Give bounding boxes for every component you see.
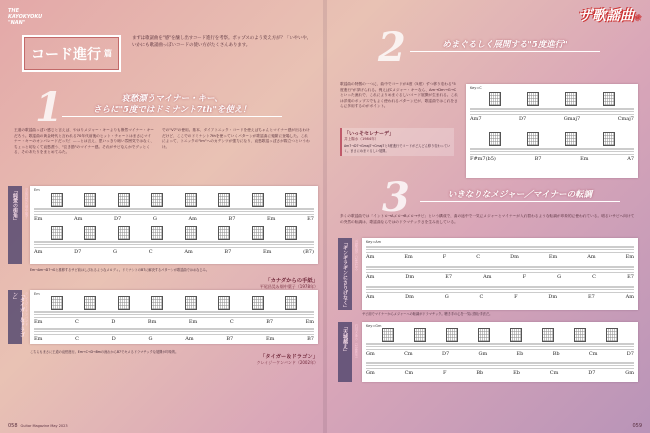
chord-diagram [574,328,586,342]
song1-chords-row2 [34,249,314,255]
section2-staff2 [470,148,634,155]
chord-symbol: G [152,216,157,222]
chord-symbol: B7 [266,319,274,325]
chord-symbol: Am [587,254,596,260]
left-page-number: 058 [8,423,18,429]
s3-song2-artist-vertical: 石川さゆり（1986年） [354,324,358,360]
section2-body: 歌謡曲の特徴の一つに、曲中でコードが4度（5度）ずつ移り変わる"5度進行"が挙げられる。例えばCメジャー・キーなら、Am→Dm→G→Cといった流れで、これによりめまぐるしいコード展開が生まれる。これは洋楽のポップスでもよく使われるパターンだが、歌謡曲ではこれをさらに多用するのがポイント。 [340,82,458,109]
chord-symbol: D7 [74,249,82,255]
chord-symbol: Em [548,254,558,260]
section2-song-title: 「いっそセレナーデ」 [344,131,395,137]
chord-diagram [118,296,130,310]
chord-symbol: Em [267,216,276,222]
chord-diagram [151,296,163,310]
song2-staff2 [34,328,314,335]
song1-artist-vertical: 平尾昌晃＆畑中葉子 [24,188,28,219]
s3-song1-banner [338,238,352,310]
song1-diagram-row1 [40,193,308,207]
chord-symbol: Em [265,336,275,342]
section2-diagram-row1 [476,92,628,106]
song1-key: Em [34,188,40,192]
chord-symbol: Gm [625,370,634,376]
chord-symbol: Cm [549,370,559,376]
page-gutter [323,0,327,433]
song1-banner [8,186,22,264]
song1-credit-title: 「カナダからの手紙」 [265,278,318,284]
chord-symbol: Em [34,216,43,222]
left-issue: Guitar Magazine May 2023 [20,424,68,428]
s3-song2-chords-row1 [366,351,634,357]
chord-symbol: D7 [441,351,450,357]
song2-chord-chart [30,290,318,344]
song1-diagram-row2 [40,226,308,240]
song1-staff1 [34,208,314,215]
s3-song2-staff1 [366,343,634,350]
chord-diagram [185,296,197,310]
chord-diagram [489,132,501,146]
series-logo: THE KAYOKYOKU "NAN" [8,8,43,26]
chord-symbol: E7 [307,216,314,222]
chord-diagram [84,296,96,310]
song2-title-vertical: 「タイガー＆ドラゴン」 [12,292,25,337]
section1-heading [62,94,282,117]
chord-symbol: G [148,336,153,342]
chord-symbol: E7 [627,274,634,280]
s3-song1-chord-chart [362,238,638,310]
chord-diagram [489,92,501,106]
chord-diagram [84,193,96,207]
chord-symbol: G [557,274,562,280]
chord-diagram [285,296,297,310]
chord-diagram [218,226,230,240]
song1-title-vertical: 「純愛の街角」 [12,188,18,223]
s3-song2-title-vertical: 「天城越え」 [342,324,348,354]
chord-diagram [606,328,618,342]
song2-chords-row1 [34,319,314,325]
section1-body-left: 王道の歌謡曲っぽい感じと言えば、やはりメジャー・キーよりも断然マイナー・キーだろう。歌謡曲の黄金時代と言われる70年代前後のヒット・チャートはまさにマイナー・キーのオンパレードだった！……とは言え、思いっきり暗い雰囲気ではなく、ちょっと切なくて哀愁漂う、"泣き節"のマイナー感。それがサビなんかでグッとくる、そのあたりをまとめてみた。 [14,128,155,155]
chord-symbol: Dm [405,294,414,300]
chord-symbol: A7 [627,156,634,162]
chord-symbol: Am [34,249,43,255]
chord-symbol: C [479,294,484,300]
chord-symbol: (B7) [303,249,314,255]
song1-chords-row1 [34,216,314,222]
chord-diagram [252,193,264,207]
chord-diagram [51,296,63,310]
chord-symbol: Em [580,156,589,162]
s3-song2-staff2 [366,362,634,369]
s3-song2-chord-chart [362,322,638,382]
left-folio [8,423,68,429]
chord-symbol: Em [305,319,314,325]
section1-heading-line2: さらに"5度ではドミナント7th"を使え！ [62,105,282,117]
chord-symbol: Am [366,254,375,260]
chord-symbol: Eb [513,370,520,376]
chord-symbol: C [148,249,153,255]
song1-caption: Em→Am→D7→Gと推移するサビ前はしびれるようなメロディ。ドミナントのB7に解決するパターンが歌謡曲ではおなじみ。 [30,268,210,272]
chord-symbol: F [522,274,527,280]
s3-song1-staff3 [366,286,634,293]
s3-caption: サビ前でマイナーからメジャーへの転調がドラマチック。聴き手の心を一気に掴む手法だ。 [362,312,493,316]
chord-symbol: Em [34,336,43,342]
section2-number: 2 [378,24,406,71]
chord-symbol: Gm [366,351,375,357]
section1-body-right: での"V7"の使用。基本、ダイアトニック・コードを使えばちゃんとマイナー感が出るわけだけど、ここでのドミナント7thを使っていくパターンが歌謡曲に頻繁に登場した。これによって、トニックの"Im"へのカデンツが強力になり、哀愁歌謡っぽさが際立つというわけ。 [162,128,310,149]
chord-symbol: Dm [548,294,558,300]
chord-symbol: Am [185,336,194,342]
chord-diagram [603,132,615,146]
chord-symbol: Bb [552,351,560,357]
s3-song1-chords-row2 [366,274,634,280]
chord-symbol: C [74,319,79,325]
song2-credit-title: 「タイガー＆ドラゴン」 [259,354,318,360]
chord-symbol: G [113,249,118,255]
song2-diagram-row [40,296,308,310]
section2-chords-row2 [470,156,634,162]
s3-song1-key: Key=Am [366,240,382,244]
chord-diagram [118,226,130,240]
chord-symbol: Cm [404,370,414,376]
chord-symbol: Bm [147,319,157,325]
chord-symbol: C [592,274,596,280]
song1-staff2 [34,241,314,248]
chord-symbol: Am [188,216,197,222]
brand-logo [578,5,640,25]
chord-symbol: Em [34,319,43,325]
chord-symbol: Dm [405,274,415,280]
chord-diagram [565,132,577,146]
chord-symbol: Bb [476,370,484,376]
s3-song1-chords-row3 [366,294,634,300]
section2-diagram-row2 [476,132,628,146]
section1-number: 1 [35,84,63,131]
s3-song1-chords-row1 [366,254,634,260]
chord-diagram [185,193,197,207]
chord-symbol: E7 [445,274,453,280]
chord-symbol: B7 [224,249,232,255]
song2-artist-vertical: クレイジーケンバンド [24,292,28,326]
chord-symbol: E7 [587,294,595,300]
chord-diagram [252,296,264,310]
s3-song1-artist-vertical: 近藤真彦（1981年） [354,240,358,273]
chord-diagram [527,92,539,106]
chord-symbol: F#m7(b5) [470,156,496,162]
title-main: コード進行 [31,46,101,63]
article-title [22,35,121,72]
song2-staff1 [34,311,314,318]
chord-diagram [185,226,197,240]
chord-symbol: Am [366,274,375,280]
s3-song1-staff2 [366,266,634,273]
chord-diagram [252,226,264,240]
song2-credit-artist: クレイジーケンバンド（2002年） [256,360,318,365]
s3-song2-chords-row2 [366,370,634,376]
section2-staff1 [470,108,634,115]
s3-song1-staff1 [366,246,634,253]
section2-key: Key=C [470,86,482,90]
chord-diagram [51,193,63,207]
chord-symbol: D7 [588,370,596,376]
chord-symbol: D [111,336,116,342]
right-folio: 059 [632,423,642,429]
chord-symbol: Am7 [470,116,482,122]
chord-symbol: D [111,319,116,325]
brand-suffix: ポ [633,15,640,22]
chord-symbol: Em [263,249,272,255]
chord-symbol: D7 [519,116,527,122]
chord-symbol: Em [188,319,198,325]
song2-chords-row2 [34,336,314,342]
song2-credit [210,352,318,366]
section2-chords-row1 [470,116,634,122]
song2-banner [8,290,25,344]
section1-heading-line1: 哀愁漂うマイナー・キー、 [121,94,223,104]
section2-chord-chart [466,84,638,178]
chord-symbol: Em [404,254,413,260]
chord-symbol: Gm [366,370,375,376]
chord-symbol: Am [366,294,375,300]
chord-diagram [603,92,615,106]
song2-key: Em [34,292,40,296]
chord-symbol: B7 [228,216,236,222]
chord-symbol: Am [625,294,634,300]
song1-chord-chart [30,186,318,264]
song2-caption: こちらもまさに王道の哀愁進行。Em→C→D→Bmの流れからB7でキメるドラマチックな展開が印象的。 [30,350,179,354]
chord-symbol: Am [483,274,492,280]
intro-text: まずは歌謡曲を"感"を醸し出すコード進行を考察。ポップスのよう変え方が？「いやいや、いかにも歌謡曲っぽいコードの使い方がたくさんあります。 [132,36,312,48]
chord-diagram [542,328,554,342]
chord-diagram [478,328,490,342]
s3-song2-key: Key=Gm [366,324,382,328]
chord-symbol: Am [184,249,193,255]
title-sub: 篇 [104,48,112,58]
chord-diagram [285,226,297,240]
chord-symbol: Dm [510,254,519,260]
chord-diagram [285,193,297,207]
section2-song-artist: 井上陽水（1984年） [344,137,379,141]
chord-symbol: C [75,336,79,342]
chord-diagram [218,193,230,207]
chord-symbol: Cm [588,351,598,357]
chord-symbol: B7 [307,336,314,342]
chord-symbol: B7 [534,156,542,162]
chord-diagram [382,328,394,342]
chord-diagram [414,328,426,342]
chord-symbol: C [229,319,234,325]
section2-song-box [340,128,454,156]
chord-symbol: Cmaj7 [617,116,634,122]
chord-symbol: F [443,370,447,376]
chord-symbol: F [514,294,518,300]
chord-diagram [151,193,163,207]
chord-symbol: Em [625,254,634,260]
chord-symbol: D7 [114,216,122,222]
chord-symbol: D7 [626,351,634,357]
chord-symbol: Am [74,216,83,222]
chord-symbol: Gmaj7 [563,116,581,122]
song1-credit-artist: 平尾昌晃＆畑中葉子（1978年） [259,284,318,289]
section2-caption: Am7→D7→Gmaj7→Cmaj7と5度進行でコードがどんどん移り変わっていく。まさにめまぐるしい展開。 [344,144,451,153]
chord-diagram [218,296,230,310]
chord-diagram [446,328,458,342]
chord-symbol: F [442,254,447,260]
s3-song1-title-vertical: 「ギンギラギンにさりげなく」 [342,240,348,310]
chord-symbol: Gm [478,351,488,357]
chord-diagram [510,328,522,342]
s3-song2-diagram-row [372,328,628,342]
chord-diagram [151,226,163,240]
song1-credit [220,276,318,290]
section3-number: 3 [382,174,410,221]
chord-symbol: B7 [226,336,234,342]
chord-diagram [51,226,63,240]
chord-symbol: G [444,294,449,300]
chord-diagram [84,226,96,240]
section3-body: 多くの歌謡曲では「イントロ→Aメロ→Bメロ→サビ」という構成で、曲の途中で一気にメジャーとマイナーが入れ替わるような転調が印象的に使われている。明るいサビへ向けての突然の転調は、歌謡曲ならではのドラマチックさを生み出している。 [340,214,635,224]
section2-heading: めまぐるしく展開する"5度進行" [410,40,600,52]
section3-heading: いきなりなメジャー／マイナーの転調 [420,190,620,202]
chord-diagram [118,193,130,207]
chord-diagram [527,132,539,146]
brand-text: ザ歌謡曲 [577,8,634,24]
s3-song2-banner [338,322,352,382]
chord-diagram [565,92,577,106]
chord-symbol: C [476,254,481,260]
chord-symbol: Eb [516,351,524,357]
chord-symbol: Cm [404,351,413,357]
